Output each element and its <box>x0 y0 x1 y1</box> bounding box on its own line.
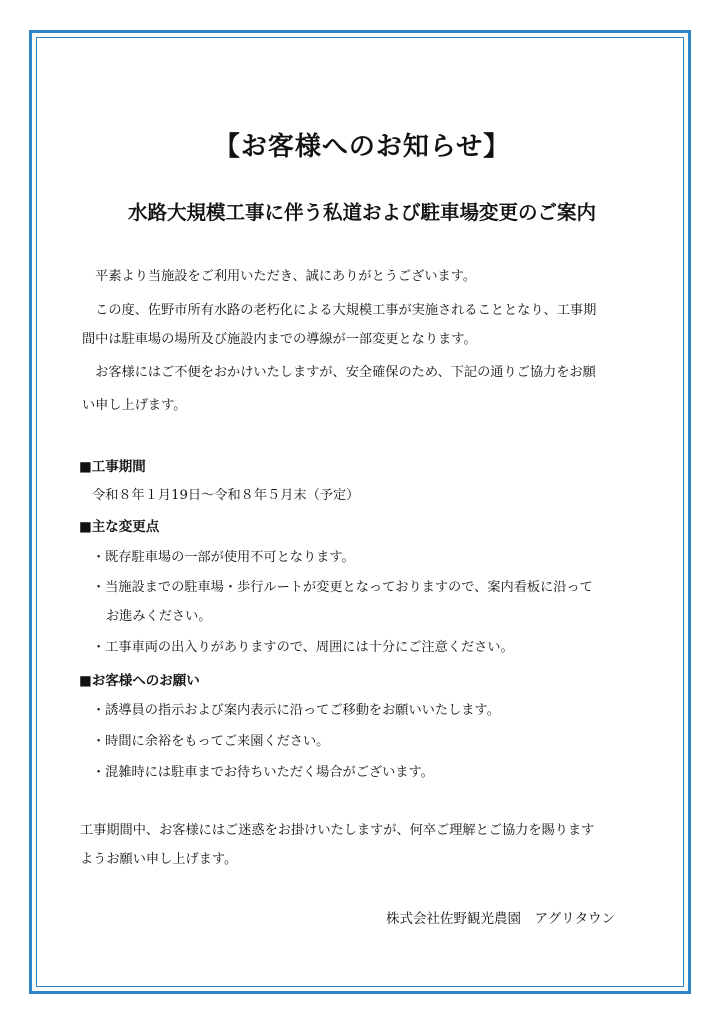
closing-line: 工事期間中、お客様にはご迷惑をお掛けいたしますが、何卒ご理解とご協力を賜ります <box>80 823 595 838</box>
closing-line: ようお願い申し上げます。 <box>80 852 238 867</box>
intro-line: 平素より当施設をご利用いただき、誠にありがとうございます。 <box>82 269 477 284</box>
list-item: お進みください。 <box>106 609 212 624</box>
period-heading: ■工事期間 <box>79 459 146 475</box>
changes-heading: ■主な変更点 <box>79 519 160 535</box>
list-item: ・既存駐車場の一部が使用不可となります。 <box>92 550 355 565</box>
intro-line: い申し上げます。 <box>82 398 187 413</box>
list-item: ・工事車両の出入りがありますので、周囲には十分にご注意ください。 <box>92 640 514 655</box>
list-item: ・時間に余裕をもってご来園ください。 <box>92 734 330 749</box>
list-item: ・混雑時には駐車までお待ちいただく場合がございます。 <box>92 765 434 780</box>
period-text: 令和８年１月19日～令和８年５月末（予定） <box>92 488 360 503</box>
list-item: ・当施設までの駐車場・歩行ルートが変更となっておりますので、案内看板に沿って <box>92 580 593 595</box>
company-signature: 株式会社佐野観光農園 アグリタウン <box>386 911 616 927</box>
intro-line: 間中は駐車場の場所及び施設内までの導線が一部変更となります。 <box>82 332 477 347</box>
list-item: ・誘導員の指示および案内表示に沿ってご移動をお願いいたします。 <box>92 703 500 718</box>
requests-heading: ■お客様へのお願い <box>79 673 200 689</box>
notice-title: 【お客様へのお知らせ】 <box>213 132 511 162</box>
intro-line: この度、佐野市所有水路の老朽化による大規模工事が実施されることとなり、工事期 <box>82 303 597 318</box>
intro-line: お客様にはご不便をおかけいたしますが、安全確保のため、下記の通りご協力をお願 <box>82 365 596 380</box>
notice-subtitle: 水路大規模工事に伴う私道および駐車場変更のご案内 <box>127 201 596 224</box>
